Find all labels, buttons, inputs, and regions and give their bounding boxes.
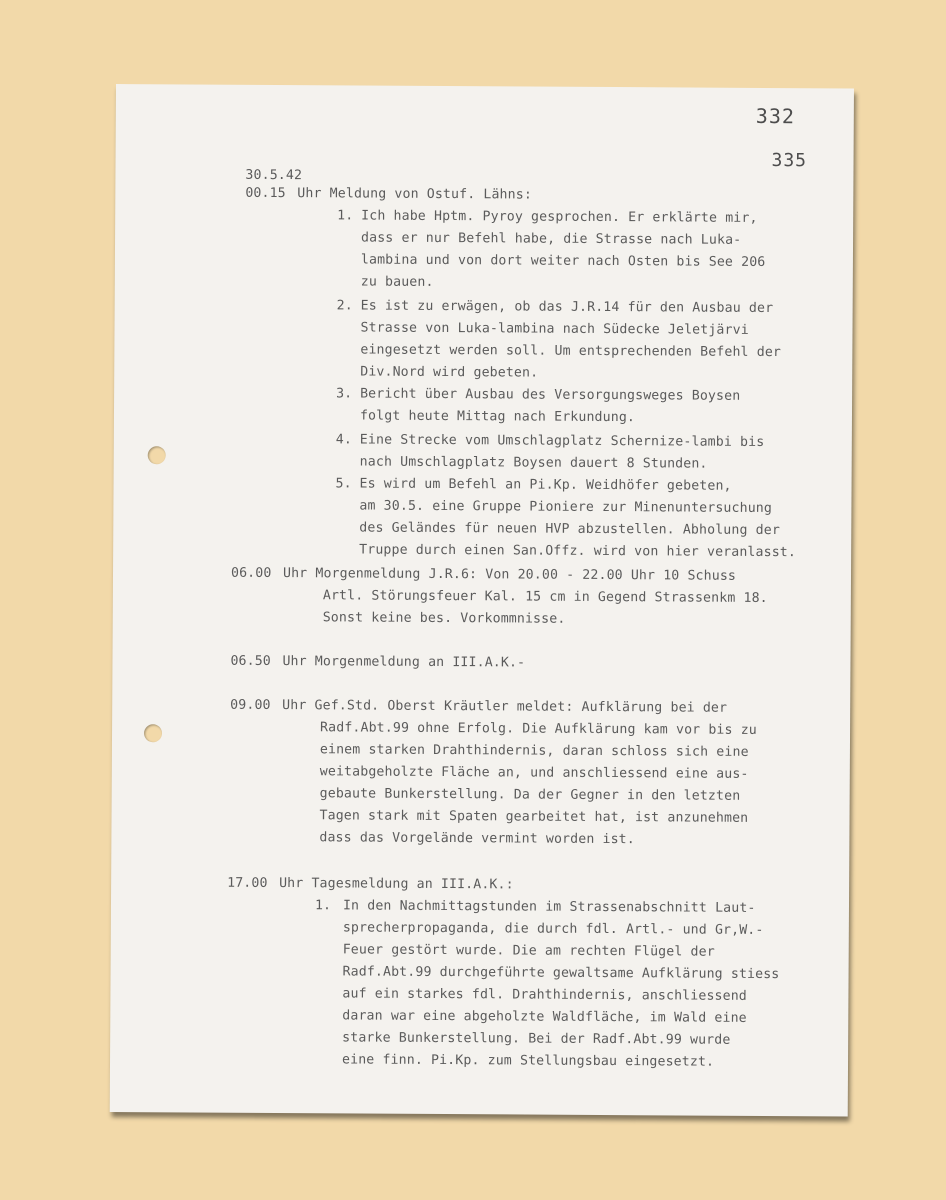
item-number: 1. [314, 898, 332, 914]
entry-line: einem starken Drahthindernis, daran schloss sich eine [319, 742, 749, 760]
item-line: folgt heute Mittag nach Erkundung. [359, 408, 636, 426]
entry-time: 06.00 [230, 565, 272, 581]
item-line: sprecherpropaganda, die durch fdl. Artl.- und Gr,W.- [342, 920, 764, 938]
entry-line: Uhr Morgenmeldung an III.A.K.- [282, 654, 526, 671]
entry-line: Tagen stark mit Spaten gearbeitet hat, ist anzunehmen [319, 808, 749, 826]
entry-line: Uhr Morgenmeldung J.R.6: Von 20.00 - 22.00 Uhr 10 Schuss [282, 566, 737, 584]
item-line: lambina und von dort weiter nach Osten bis See 206 [360, 252, 766, 270]
item-number: 5. [335, 476, 352, 492]
entry-time: 17.00 [227, 875, 268, 891]
entry-line: Artl. Störungsfeuer Kal. 15 cm in Gegend Strassenkm 18. [322, 588, 768, 606]
item-number: 4. [335, 432, 353, 448]
item-line: Ich habe Hptm. Pyroy gesprochen. Er erklärte mir, [361, 208, 758, 226]
punch-hole-top [148, 446, 166, 464]
item-line: Radf.Abt.99 durchgeführte gewaltsame Aufklärung stiess [342, 964, 780, 983]
item-line: In den Nachmittagstunden im Strassenabschnitt Laut- [342, 898, 756, 916]
item-line: starke Bunkerstellung. Bei der Radf.Abt.99 wurde [342, 1030, 731, 1048]
item-line: Es wird um Befehl an Pi.Kp. Weidhöfer gebeten, [359, 476, 732, 494]
item-line: Strasse von Luka-lambina nach Südecke Jeletjärvi [360, 320, 749, 338]
document-page [110, 84, 854, 1116]
entry-line: weitabgeholzte Fläche an, und anschliessend eine aus- [319, 764, 749, 782]
entry-time: 09.00 [230, 697, 271, 713]
item-line: eine finn. Pi.Kp. zum Stellungsbau eingesetzt. [341, 1052, 715, 1070]
entry-line: Uhr Gef.Std. Oberst Kräutler meldet: Aufklärung bei der [282, 698, 728, 716]
entry-line: Radf.Abt.99 ohne Erfolg. Die Aufklärung kam vor bis zu [320, 720, 757, 738]
item-line: Eine Strecke vom Umschlagplatz Schernize-lambi bis [359, 432, 765, 450]
entry-line: dass das Vorgelände vermint worden ist. [319, 830, 635, 848]
item-line: Bericht über Ausbau des Versorgungsweges Boysen [360, 386, 741, 404]
item-number: 1. [337, 208, 354, 224]
item-number: 2. [336, 298, 353, 314]
entry-time: 00.15 [245, 185, 286, 202]
item-line: Truppe durch einen San.Offz. wird von hier veranlasst. [359, 542, 797, 561]
entry-time: 06.50 [230, 653, 271, 669]
item-line: auf ein starkes fdl. Drahthindernis, anschliessend [342, 986, 747, 1004]
item-line: des Geländes für neuen HVP abzustellen. Abholung der [359, 520, 780, 539]
item-line: Feuer gestört wurde. Die am rechten Flügel der [342, 942, 715, 960]
entry-date: 30.5.42 [245, 167, 303, 184]
new-page-number: 335 [771, 150, 808, 172]
item-line: Es ist zu erwägen, ob das J.R.14 für den Ausbau der [360, 298, 774, 317]
item-line: am 30.5. eine Gruppe Pioniere zur Minenuntersuchung [359, 498, 773, 517]
item-line: zu bauen. [360, 274, 434, 290]
item-line: daran war eine abgeholzte Waldfläche, im Wald eine [342, 1008, 747, 1026]
item-line: eingesetzt werden soll. Um entsprechenden Befehl der [360, 342, 782, 361]
item-line: Div.Nord wird gebeten. [360, 364, 539, 381]
entry-text: Uhr Meldung von Ostuf. Lähns: [297, 186, 532, 203]
entry-line: gebaute Bunkerstellung. Da der Gegner in den letzten [319, 786, 741, 804]
punch-hole-bottom [144, 724, 162, 742]
item-line: nach Umschlagplatz Boysen dauert 8 Stunden. [359, 454, 708, 472]
item-line: dass er nur Befehl habe, die Strasse nach Luka- [361, 230, 742, 248]
entry-line: Sonst keine bes. Vorkommnisse. [322, 610, 566, 627]
item-number: 3. [336, 386, 353, 402]
old-page-number: 332 [755, 103, 796, 129]
entry-line: Uhr Tagesmeldung an III.A.K.: [279, 876, 514, 893]
